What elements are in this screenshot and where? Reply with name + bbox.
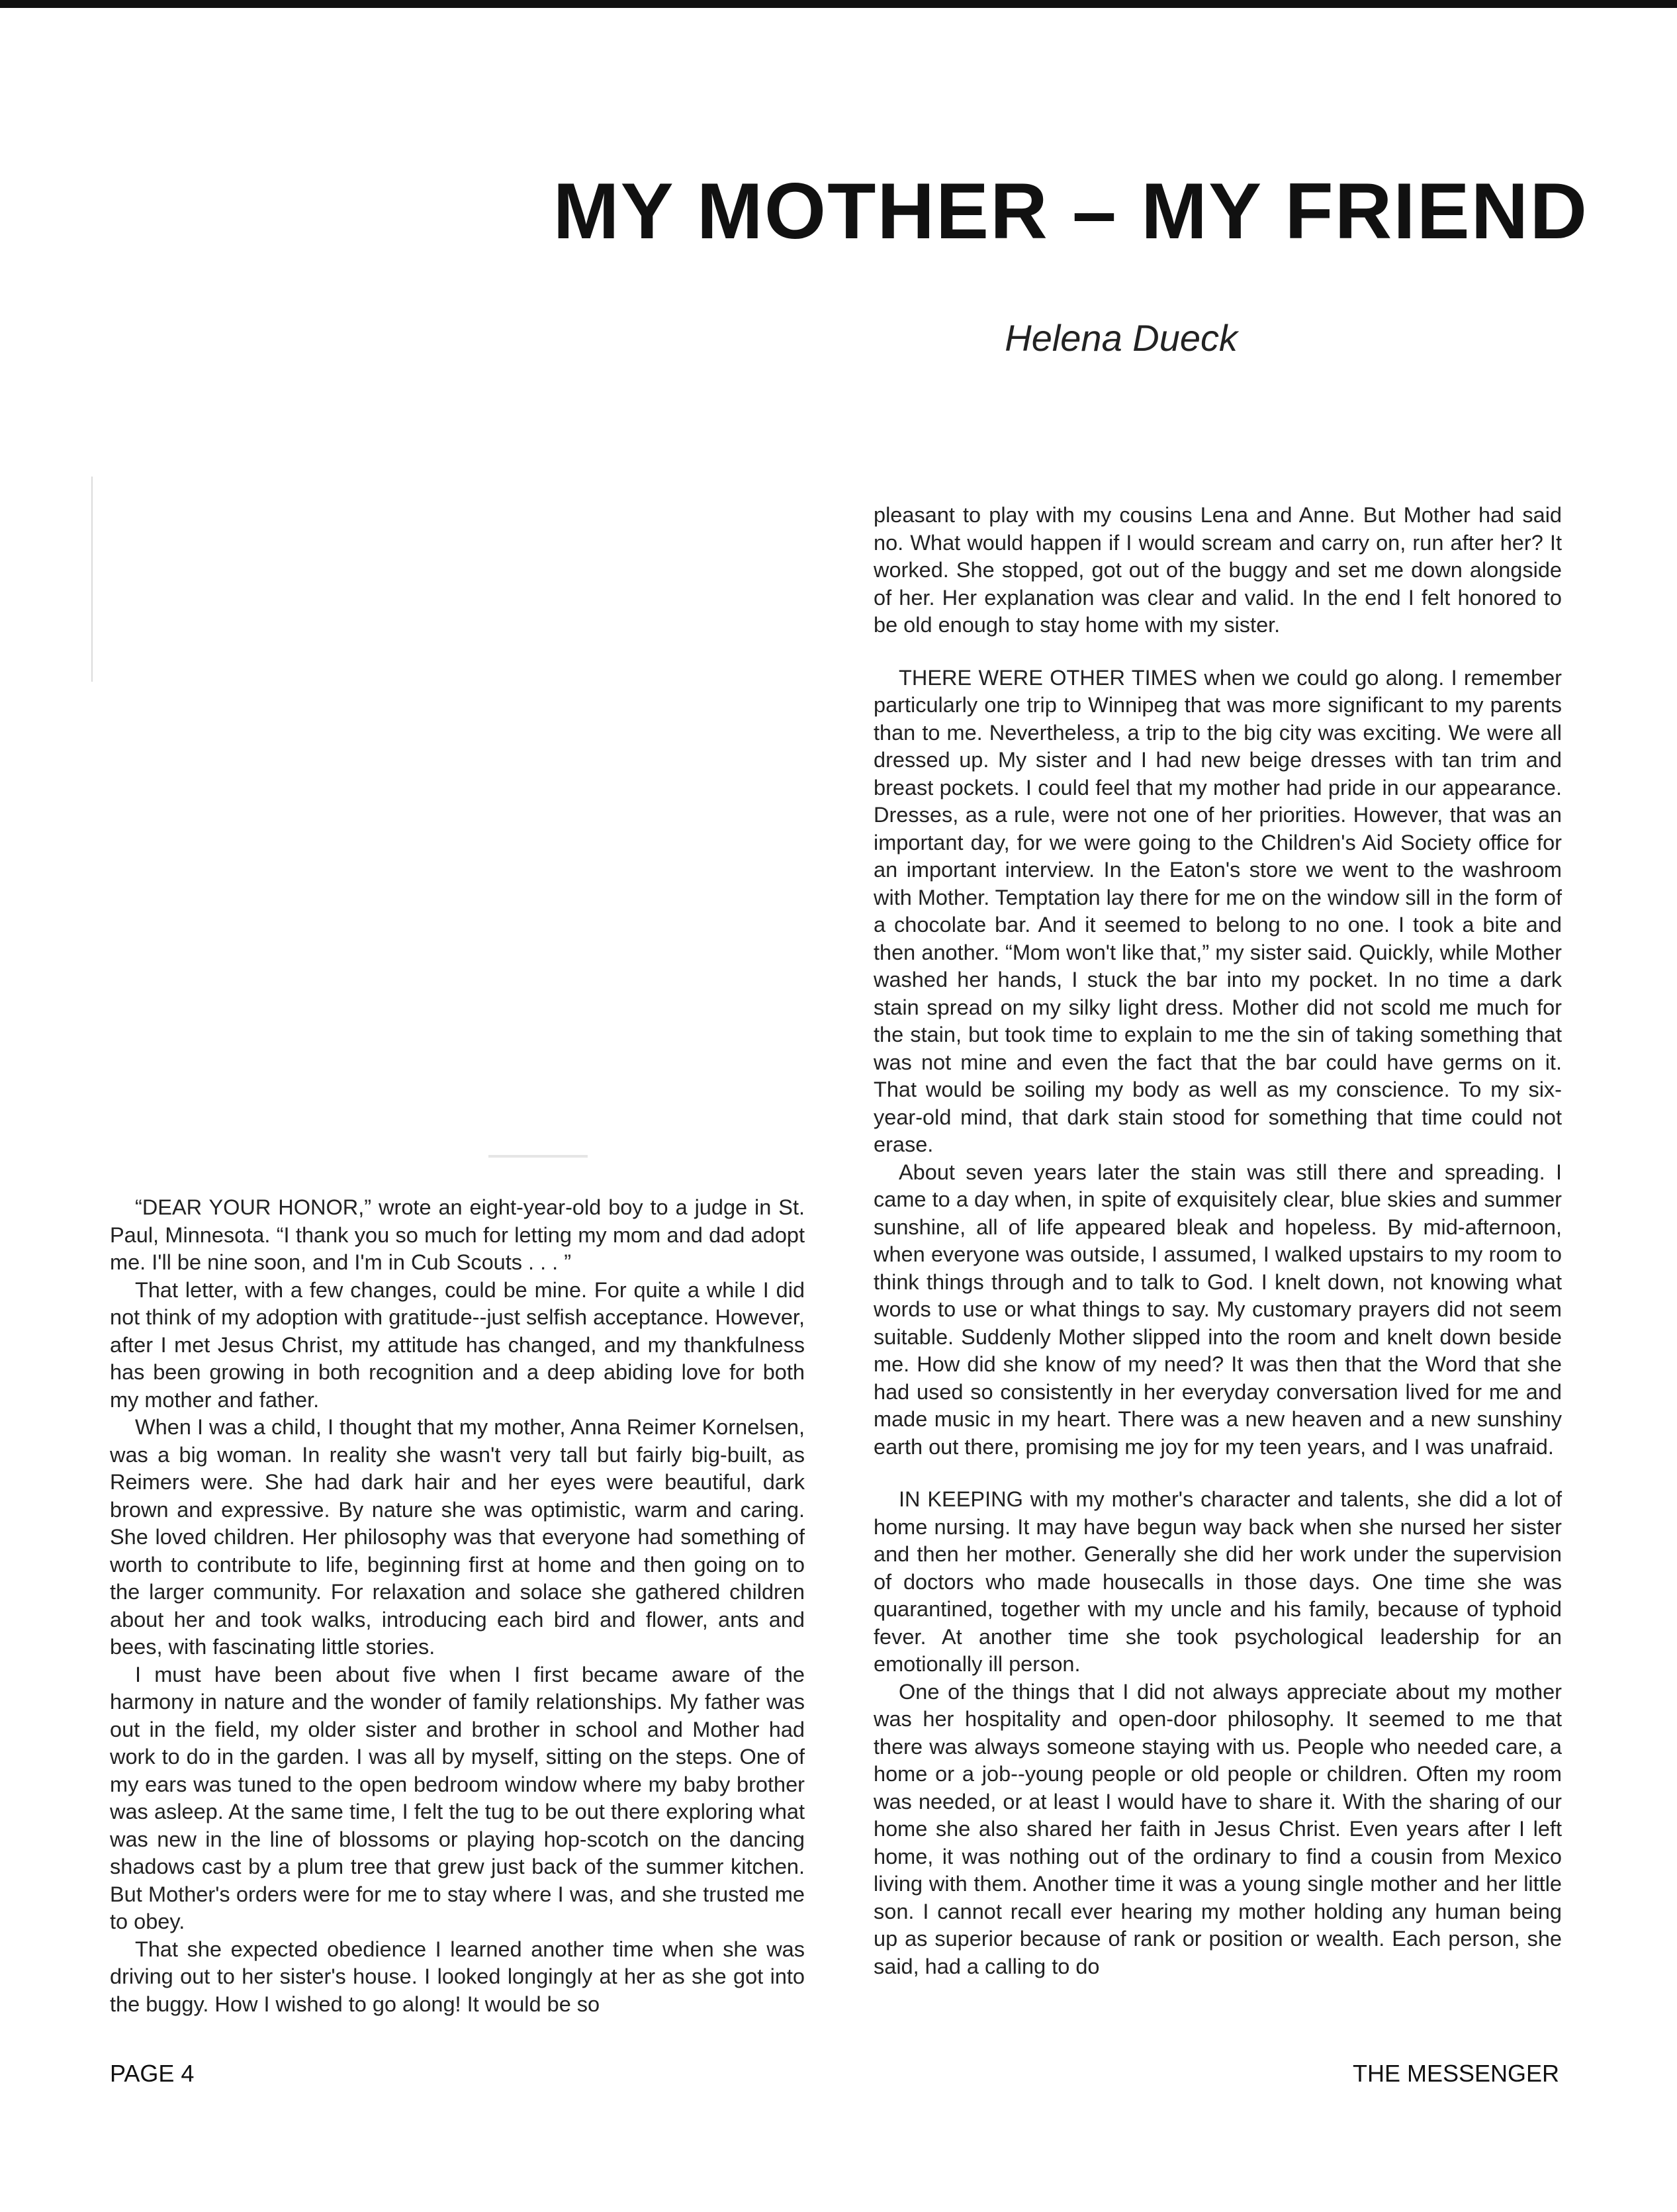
top-border-rule: [0, 0, 1677, 8]
paragraph: pleasant to play with my cousins Lena and Anne. But Mother had said no. What would happen if I would scream and carry on, run after her? It worked. She stopped, got out of the buggy and set me down alongside of her. Her explanation was clear and valid. In the end I felt honored to be old enough to stay home with my sister.: [874, 503, 1562, 637]
left-text-column: [110, 1194, 805, 2018]
article-title: MY MOTHER – MY FRIEND: [553, 167, 1588, 255]
paragraph: That letter, with a few changes, could be mine. For quite a while I did not think of my adoption with gratitude--just selfish acceptance. However, after I met Jesus Christ, my attitude has changed, and my thankfulness has been growing in both recognition and a deep abiding love for both my mother and father.: [110, 1277, 805, 1412]
right-text-column: [874, 502, 1562, 1980]
paragraph: One of the things that I did not always appreciate about my mother was her hospitality and open-door philosophy. It seemed to me that there was always someone staying with us. People who needed care, a home or a job--young people or old people or children. Often my room was needed, or at least I would have to share it. With the sharing of our home she also shared her faith in Jesus Christ. Even years after I left home, it was nothing out of the ordinary to find a cousin from Mexico living with them. Another time it was a young single mother and her little son. I cannot recall ever hearing my mother holding any human being up as superior because of rank or position or wealth. Each person, she said, had a calling to do: [874, 1679, 1562, 1978]
publication-name: THE MESSENGER: [1352, 2060, 1559, 2087]
paragraph: IN KEEPING with my mother's character and talents, she did a lot of home nursing. It may have begun way back when she nursed her sister and then her mother. Generally she did her work under the supervision of doctors who made housecalls in those days. One time she was quarantined, together with my uncle and his family, because of typhoid fever. At another time she took psychological leadership for an emotionally ill person.: [874, 1487, 1562, 1676]
paragraph: I must have been about five when I first became aware of the harmony in nature and the wonder of family relationships. My father was out in the field, my older sister and brother in school and Mother had work to do in the garden. I was all by myself, sitting on the steps. One of my ears was tuned to the open bedroom window where my baby brother was asleep. At the same time, I felt the tug to be out there exploring what was new in the line of blossoms or playing hop-scotch on the dancing shadows cast by a plum tree that grew just back of the summer kitchen. But Mother's orders were for me to stay where I was, and she trusted me to obey.: [110, 1662, 805, 1933]
scan-artifact-vertical-line: [91, 477, 93, 682]
paragraph: About seven years later the stain was still there and spreading. I came to a day when, in spite of exquisitely clear, blue skies and summer sunshine, all of life appeared bleak and hopeless. By mid-afternoon, when everyone was outside, I assumed, I walked upstairs to my room to think things through and to talk to God. I knelt down, not knowing what words to use or what things to say. My customary prayers did not seem suitable. Suddenly Mother slipped into the room and knelt down beside me. How did she know of my need? It was then that the Word that she had used so consistently in her everyday conversation lived for me and made music in my heart. There was a new heaven and a new sunshiny earth out there, promising me joy for my teen years, and I was unafraid.: [874, 1160, 1562, 1459]
page-number: PAGE 4: [110, 2060, 195, 2087]
author-byline: Helena Dueck: [1005, 317, 1238, 359]
paragraph: THERE WERE OTHER TIMES when we could go along. I remember particularly one trip to Winnipeg that was more significant to my parents than to me. Nevertheless, a trip to the big city was exciting. We were all dressed up. My sister and I had new beige dresses with tan trim and breast pockets. I could feel that my mother had pride in our appearance. Dresses, as a rule, were not one of her priorities. However, that was an important day, for we were going to the Children's Aid Society office for an important interview. In the Eaton's store we went to the washroom with Mother. Temptation lay there for me on the window sill in the form of a chocolate bar. And it seemed to belong to no one. I took a bite and then another. “Mom won't like that,” my sister said. Quickly, while Mother washed her hands, I stuck the bar into my pocket. In no time a dark stain spread on my silky light dress. Mother did not scold me much for the stain, but took time to explain to me the sin of taking something that was not mine and even the fact that the bar could have germs on it. That would be soiling my body as well as my conscience. To my six-year-old mind, that dark stain stood for something that time could not erase.: [874, 665, 1562, 1156]
paragraph: That she expected obedience I learned another time when she was driving out to her sister's house. I looked longingly at her as she got into the buggy. How I wished to go along! It would be so: [110, 1937, 805, 2016]
scan-artifact-smudge: [488, 1155, 588, 1158]
paragraph: When I was a child, I thought that my mother, Anna Reimer Kornelsen, was a big woman. In reality she wasn't very tall but fairly big-built, as Reimers were. She had dark hair and her eyes were beautiful, dark brown and expressive. By nature she was optimistic, warm and caring. She loved children. Her philosophy was that everyone had something of worth to contribute to life, beginning first at home and then going on to the larger community. For relaxation and solace she gathered children about her and took walks, introducing each bird and flower, ants and bees, with fascinating little stories.: [110, 1415, 805, 1659]
paragraph: “DEAR YOUR HONOR,” wrote an eight-year-old boy to a judge in St. Paul, Minnesota. “I thank you so much for letting my mom and dad adopt me. I'll be nine soon, and I'm in Cub Scouts . . . ”: [110, 1195, 805, 1274]
